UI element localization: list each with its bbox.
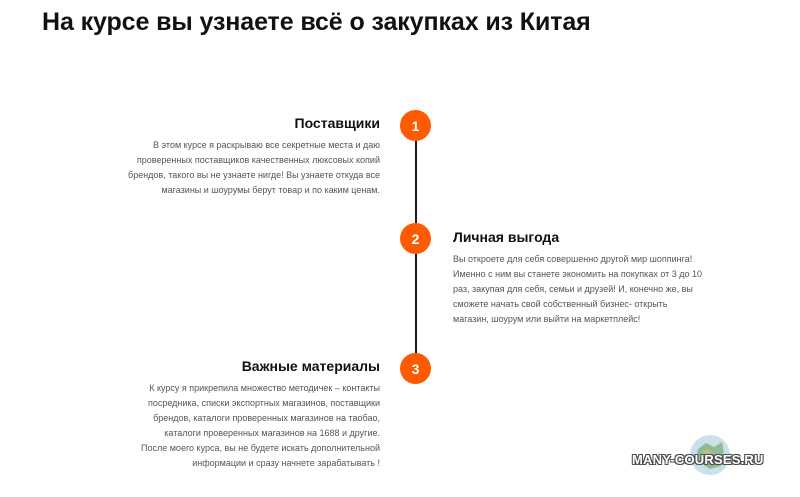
step-2-line: магазин, шоурум или выйти на маркетплейс!	[453, 314, 641, 324]
watermark	[632, 433, 792, 489]
step-2-line: сможете начать свой собственный бизнес- открыть	[453, 299, 668, 309]
step-1-line: В этом курсе я раскрываю все секретные места и даю	[153, 140, 380, 150]
step-3-number-badge: 3	[400, 353, 431, 384]
step-1-title: Поставщики	[294, 115, 380, 131]
step-1-line: брендов, такого вы не узнаете нигде! Вы узнаете откуда все	[128, 170, 380, 180]
step-3-line: посредника, списки экспортных магазинов, поставщики	[147, 398, 380, 408]
step-3-line: После моего курса, вы не будете искать дополнительной	[141, 443, 380, 453]
step-3-line: брендов, каталоги проверенных магазинов на таобао,	[153, 413, 380, 423]
step-2-number-badge: 2	[400, 223, 431, 254]
step-3-title: Важные материалы	[241, 358, 380, 374]
step-2-line: Вы откроете для себя совершенно другой мир шоппинга!	[453, 254, 693, 264]
step-1-line: магазины и шоурумы берут товар и по каким ценам.	[161, 185, 380, 195]
step-1-line: проверенных поставщиков качественных люксовых копий	[136, 155, 380, 165]
step-1-description	[90, 138, 380, 198]
step-2-title: Личная выгода	[453, 229, 560, 245]
step-2-description	[453, 252, 753, 327]
step-3-line: информации и сразу начнете зарабатывать !	[192, 458, 380, 468]
step-3-line: каталоги проверенных магазинов на 1688 и другие.	[164, 428, 380, 438]
watermark-text: MANY-COURSES.RU	[632, 452, 764, 467]
step-3-line: К курсу я прикрепила множество методичек – контакты	[149, 383, 380, 393]
step-3-description	[80, 381, 380, 471]
page-title: На курсе вы узнаете всё о закупках из Китая	[42, 8, 591, 36]
step-1-number-badge: 1	[400, 110, 431, 141]
step-2-line: раз, закупая для себя, семьи и друзей! И, конечно же, вы	[453, 284, 693, 294]
step-2-line: Именно с ним вы станете экономить на покупках от 3 до 10	[453, 269, 703, 279]
